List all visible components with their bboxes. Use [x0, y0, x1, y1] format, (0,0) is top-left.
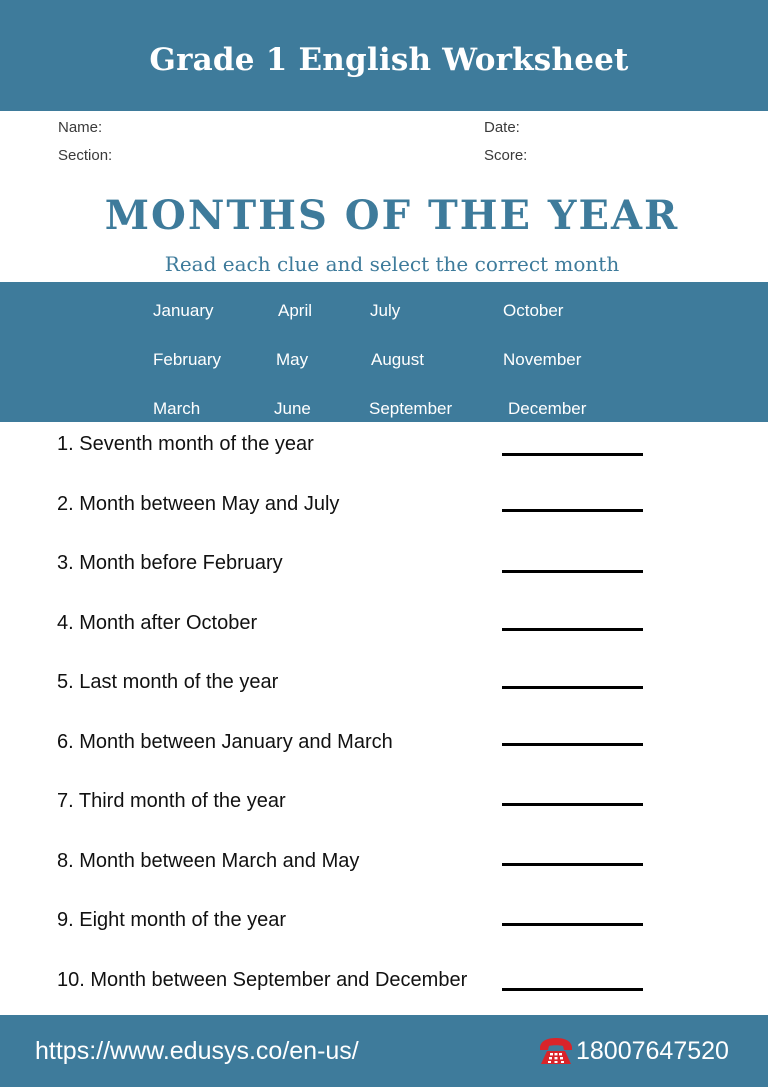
- month-june: June: [274, 399, 311, 418]
- question-9: 9. Eight month of the year: [57, 909, 287, 931]
- month-november: November: [503, 350, 582, 369]
- question-6: 6. Month between January and March: [57, 731, 393, 753]
- question-5: 5. Last month of the year: [57, 671, 279, 693]
- answer-line-3[interactable]: [502, 570, 643, 573]
- month-august: August: [371, 350, 424, 369]
- worksheet-title: Grade 1 English Worksheet: [149, 42, 629, 78]
- section-label: Section:: [58, 147, 113, 164]
- telephone-icon: [538, 1036, 574, 1066]
- phone-number[interactable]: 18007647520: [576, 1037, 729, 1065]
- question-8: 8. Month between March and May: [57, 850, 360, 872]
- question-3: 3. Month before February: [57, 552, 283, 574]
- question-4: 4. Month after October: [57, 612, 258, 634]
- date-label: Date:: [484, 119, 520, 136]
- answer-line-7[interactable]: [502, 803, 643, 806]
- answer-line-10[interactable]: [502, 988, 643, 991]
- answer-line-5[interactable]: [502, 686, 643, 689]
- instructions: Read each clue and select the correct month: [164, 252, 620, 276]
- answer-line-9[interactable]: [502, 923, 643, 926]
- month-march: March: [153, 399, 201, 418]
- score-label: Score:: [484, 147, 528, 164]
- answer-line-2[interactable]: [502, 509, 643, 512]
- answer-line-6[interactable]: [502, 743, 643, 746]
- month-july: July: [370, 301, 401, 320]
- month-january: January: [153, 301, 214, 320]
- question-10: 10. Month between September and December: [57, 969, 468, 991]
- question-1: 1. Seventh month of the year: [57, 433, 314, 455]
- name-label: Name:: [58, 119, 103, 136]
- website-link[interactable]: https://www.edusys.co/en-us/: [35, 1037, 359, 1065]
- month-december: December: [508, 399, 587, 418]
- month-october: October: [503, 301, 564, 320]
- month-april: April: [278, 301, 313, 320]
- question-7: 7. Third month of the year: [57, 790, 286, 812]
- month-may: May: [276, 350, 309, 369]
- answer-line-8[interactable]: [502, 863, 643, 866]
- answer-line-1[interactable]: [502, 453, 643, 456]
- page-title: MONTHS OF THE YEAR: [104, 192, 680, 239]
- month-february: February: [153, 350, 222, 369]
- question-2: 2. Month between May and July: [57, 493, 340, 515]
- month-september: September: [369, 399, 453, 418]
- answer-line-4[interactable]: [502, 628, 643, 631]
